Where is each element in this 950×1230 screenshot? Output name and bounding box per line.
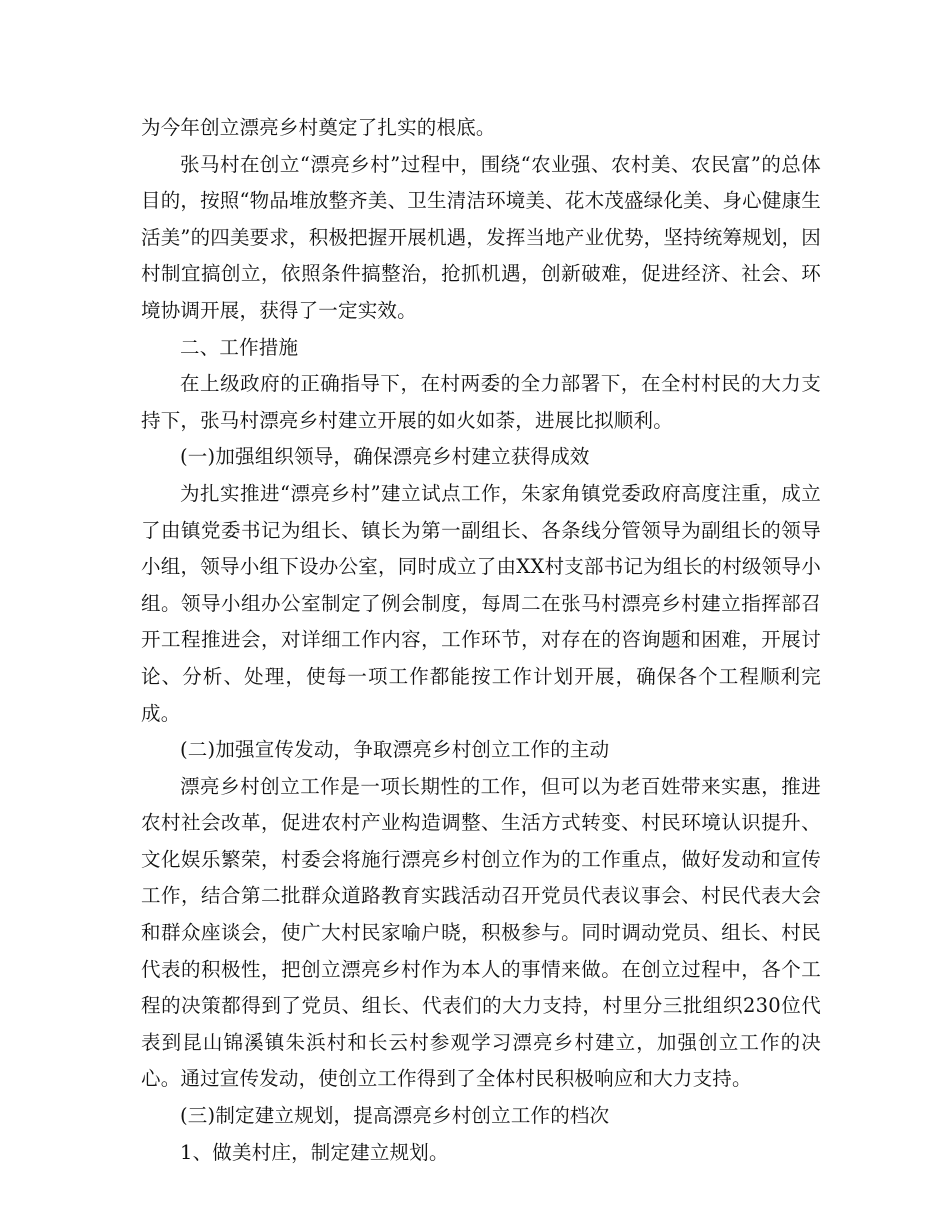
paragraph: 漂亮乡村创立工作是一项长期性的工作，但可以为老百姓带来实惠，推进农村社会改革，促进农村产业构造调整、生活方式转变、村民环境认识提升、文化娱乐繁荣，村委会将施行漂亮乡村创立作为的工作重点，做好发动和宣传工作，结合第二批群众道路教育实践活动召开党员代表议事会、村民代表大会和群众座谈会，使广大村民家喻户晓，积极参与。同时调动党员、组长、村民代表的积极性，把创立漂亮乡村作为本人的事情来做。在创立过程中，各个工程的决策都得到了党员、组长、代表们的大力支持，村里分三批组织230位代表到昆山锦溪镇朱浜村和长云村参观学习漂亮乡村建立，加强创立工作的决心。通过宣传发动，使创立工作得到了全体村民积极响应和大力支持。 [141,774,821,1091]
document-body [141,110,821,1171]
paragraph: 为扎实推进“漂亮乡村”建立试点工作，朱家角镇党委政府高度注重，成立了由镇党委书记为组长、镇长为第一副组长、各条线分管领导为副组长的领导小组，领导小组下设办公室，同时成立了由XX村支部书记为组长的村级领导小组。领导小组办公室制定了例会制度，每周二在张马村漂亮乡村建立指挥部召开工程推进会，对详细工作内容，工作环节，对存在的咨询题和困难，开展讨论、分析、处理，使每一项工作都能按工作计划开展，确保各个工程顺利完成。 [141,481,821,725]
subsection-heading: (三)制定建立规划，提高漂亮乡村创立工作的档次 [180,1104,610,1128]
paragraph: 张马村在创立“漂亮乡村”过程中，围绕“农业强、农村美、农民富”的总体目的，按照“物品堆放整齐美、卫生清洁环境美、花木茂盛绿化美、身心健康生活美”的四美要求，积极把握开展机遇，发挥当地产业优势，坚持统筹规划，因村制宜搞创立，依照条件搞整治，抢抓机遇，创新破难，促进经济、社会、环境协调开展，获得了一定实效。 [141,152,821,322]
subsection-heading: (二)加强宣传发动，争取漂亮乡村创立工作的主动 [180,738,610,762]
paragraph: 为今年创立漂亮乡村奠定了扎实的根底。 [141,116,496,139]
subsection-heading: (一)加强组织领导，确保漂亮乡村建立获得成效 [180,445,590,469]
section-heading: 二、工作措施 [180,335,299,359]
list-item: 1、做美村庄，制定建立规划。 [180,1140,449,1164]
paragraph: 在上级政府的正确指导下，在村两委的全力部署下，在全村村民的大力支持下，张马村漂亮乡村建立开展的如火如荼，进展比拟顺利。 [141,372,821,432]
